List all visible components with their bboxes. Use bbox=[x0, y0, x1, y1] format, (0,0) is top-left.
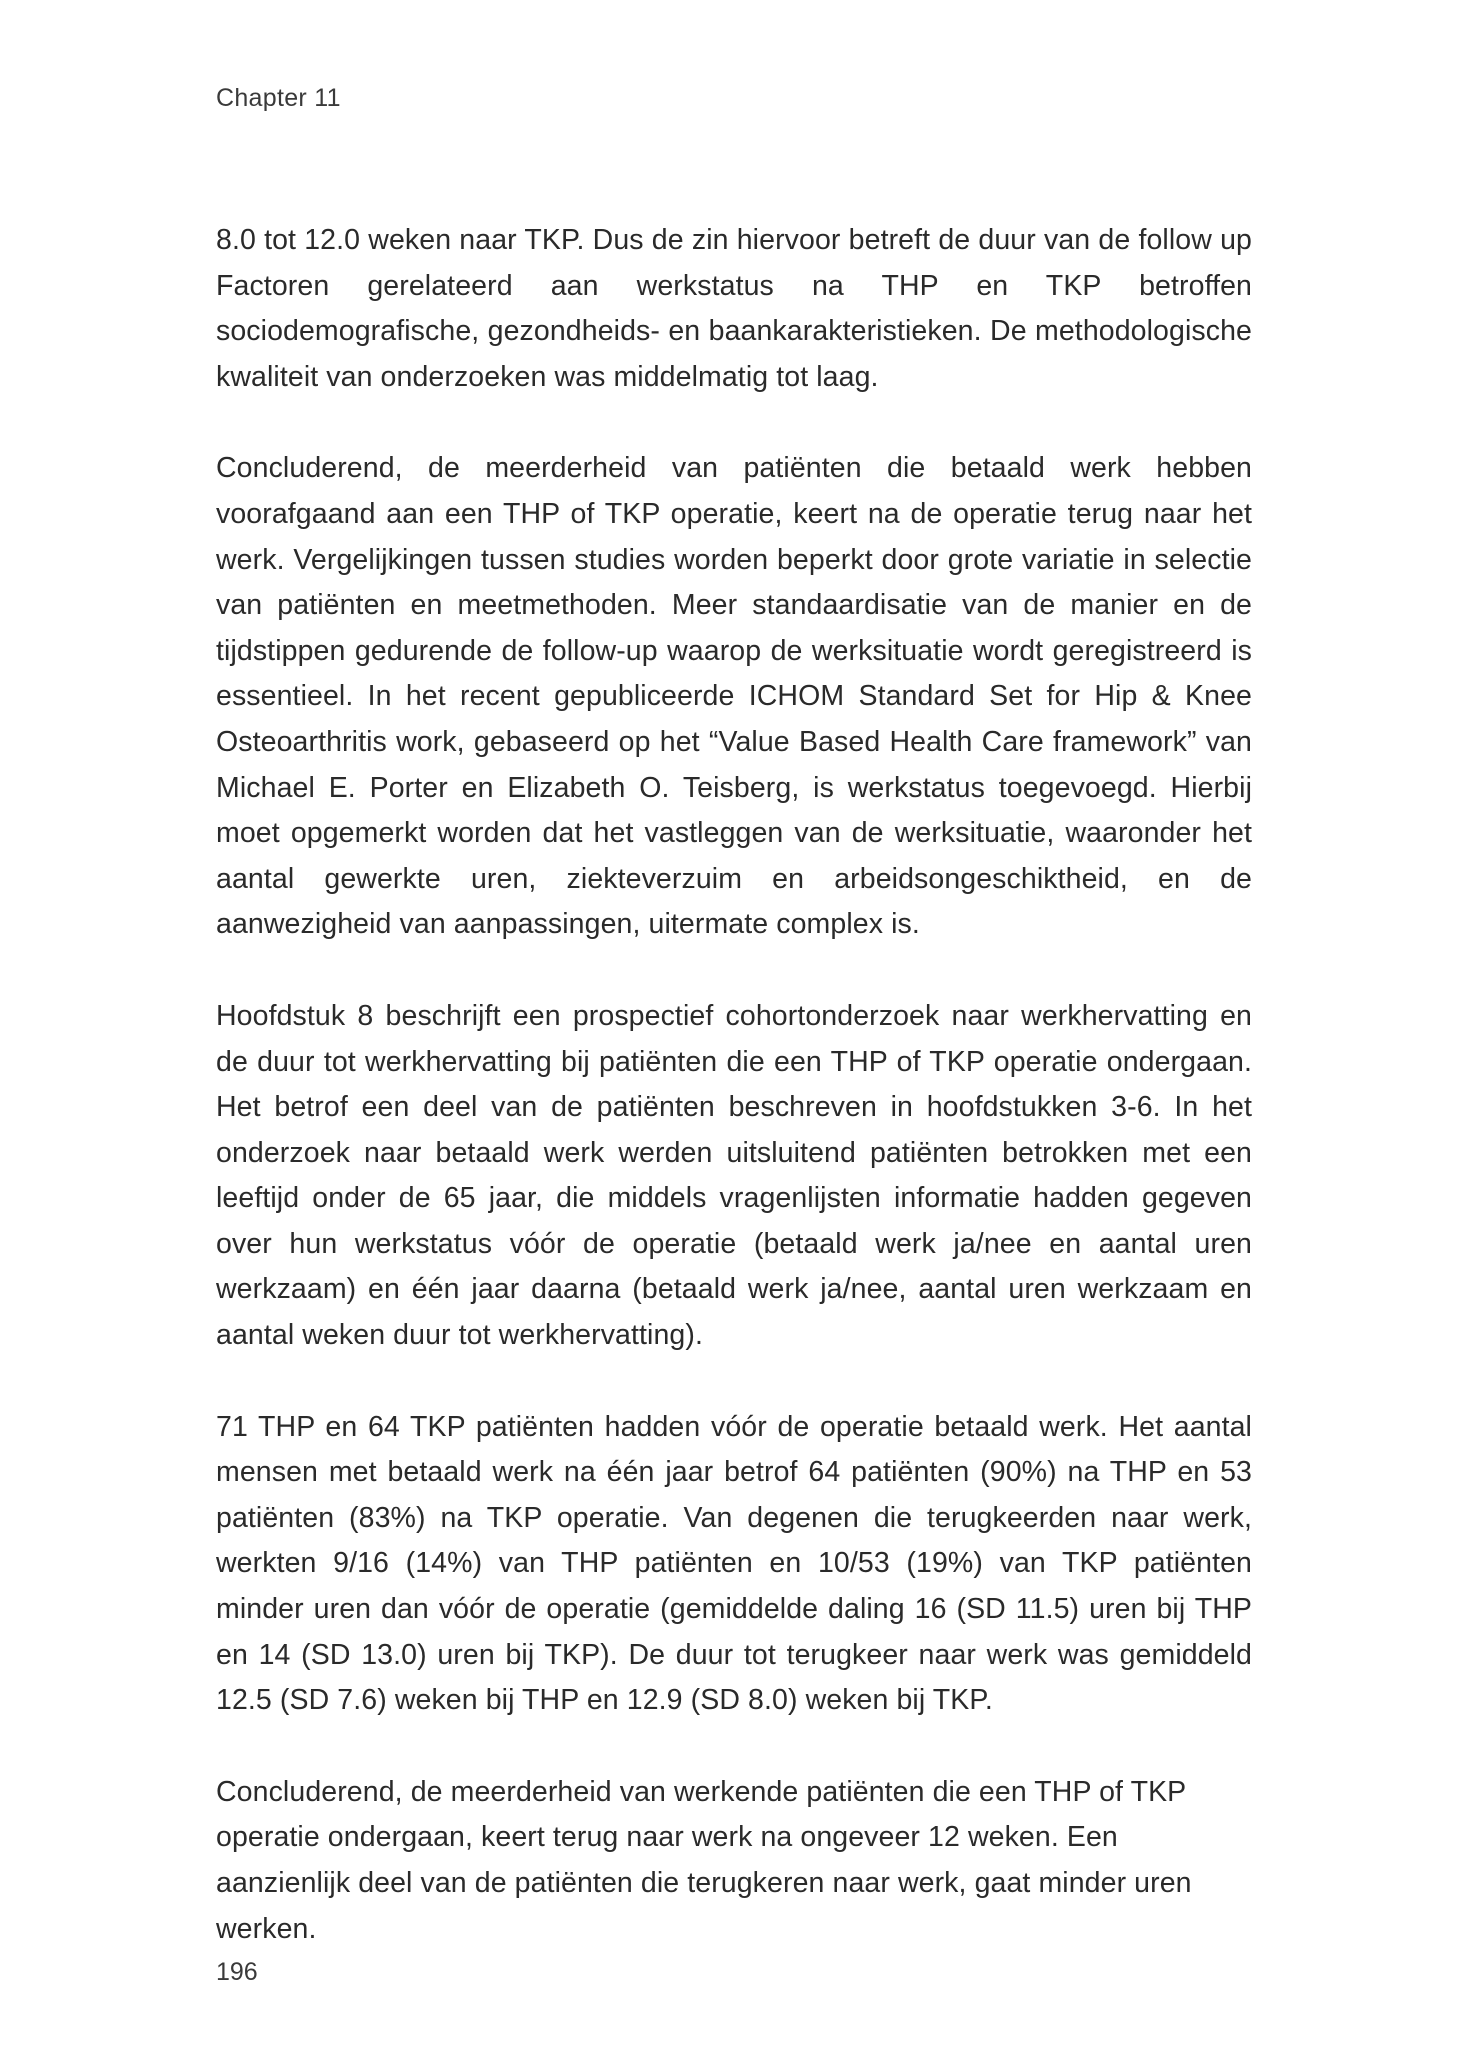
paragraph-3: Hoofdstuk 8 beschrijft een prospectief cohortonderzoek naar werkhervatting en de duur tot werkhervatting bij patiënten die een THP of TKP operatie ondergaan. Het betrof een deel van de patiënten beschreven in hoofdstukken 3-6. In het onderzoek naar betaald werk werden uitsluitend patiënten betrokken met een leeftijd onder de 65 jaar, die middels vragenlijsten informatie hadden gegeven over hun werkstatus vóór de operatie (betaald werk ja/nee en aantal uren werkzaam) en één jaar daarna (betaald werk ja/nee, aantal uren werkzaam en aantal weken duur tot werkhervatting). bbox=[216, 999, 1252, 1352]
body-text bbox=[216, 218, 1252, 1998]
paragraph-4: 71 THP en 64 TKP patiënten hadden vóór de operatie betaald werk. Het aantal mensen met betaald werk na één jaar betrof 64 patiënten (90%) na THP en 53 patiënten (83%) na TKP operatie. Van degenen die terugkeerden naar werk, werkten 9/16 (14%) van THP patiënten en 10/53 (19%) van TKP patiënten minder uren dan vóór de operatie (gemiddelde daling 16 (SD 11.5) uren bij THP en 14 (SD 13.0) uren bij TKP). De duur tot terugkeer naar werk was gemiddeld 12.5 (SD 7.6) weken bij THP en 12.9 (SD 8.0) weken bij TKP. bbox=[216, 1410, 1252, 1717]
paragraph-1: 8.0 tot 12.0 weken naar TKP. Dus de zin hiervoor betreft de duur van de follow up Factoren gerelateerd aan werkstatus na THP en TKP betroffen sociodemografische, gezondheids- en baankarakteristieken. De methodologische kwaliteit van onderzoeken was middelmatig tot laag. bbox=[216, 224, 1252, 393]
page-number: 196 bbox=[216, 1958, 258, 1986]
running-head: Chapter 11 bbox=[216, 84, 341, 112]
paragraph-2: Concluderend, de meerderheid van patiënten die betaald werk hebben voorafgaand aan een THP of TKP operatie, keert na de operatie terug naar het werk. Vergelijkingen tussen studies worden beperkt door grote variatie in selectie van patiënten en meetmethoden. Meer standaardisatie van de manier en de tijdstippen gedurende de follow-up waarop de werksituatie wordt geregistreerd is essentieel. In het recent gepubliceerde ICHOM Standard Set for Hip & Knee Osteoarthritis work, gebaseerd op het “Value Based Health Care framework” van Michael E. Porter en Elizabeth O. Teisberg, is werkstatus toegevoegd. Hierbij moet opgemerkt worden dat het vastleggen van de werksituatie, waaronder het aantal gewerkte uren, ziekteverzuim en arbeidsongeschiktheid, en de aanwezigheid van aanpassingen, uitermate complex is. bbox=[216, 452, 1252, 941]
paragraph-5: Concluderend, de meerderheid van werkende patiënten die een THP of TKP operatie ondergaan, keert terug naar werk na ongeveer 12 weken. Een aanzienlijk deel van de patiënten die terugkeren naar werk, gaat minder uren werken. bbox=[216, 1775, 1192, 1945]
